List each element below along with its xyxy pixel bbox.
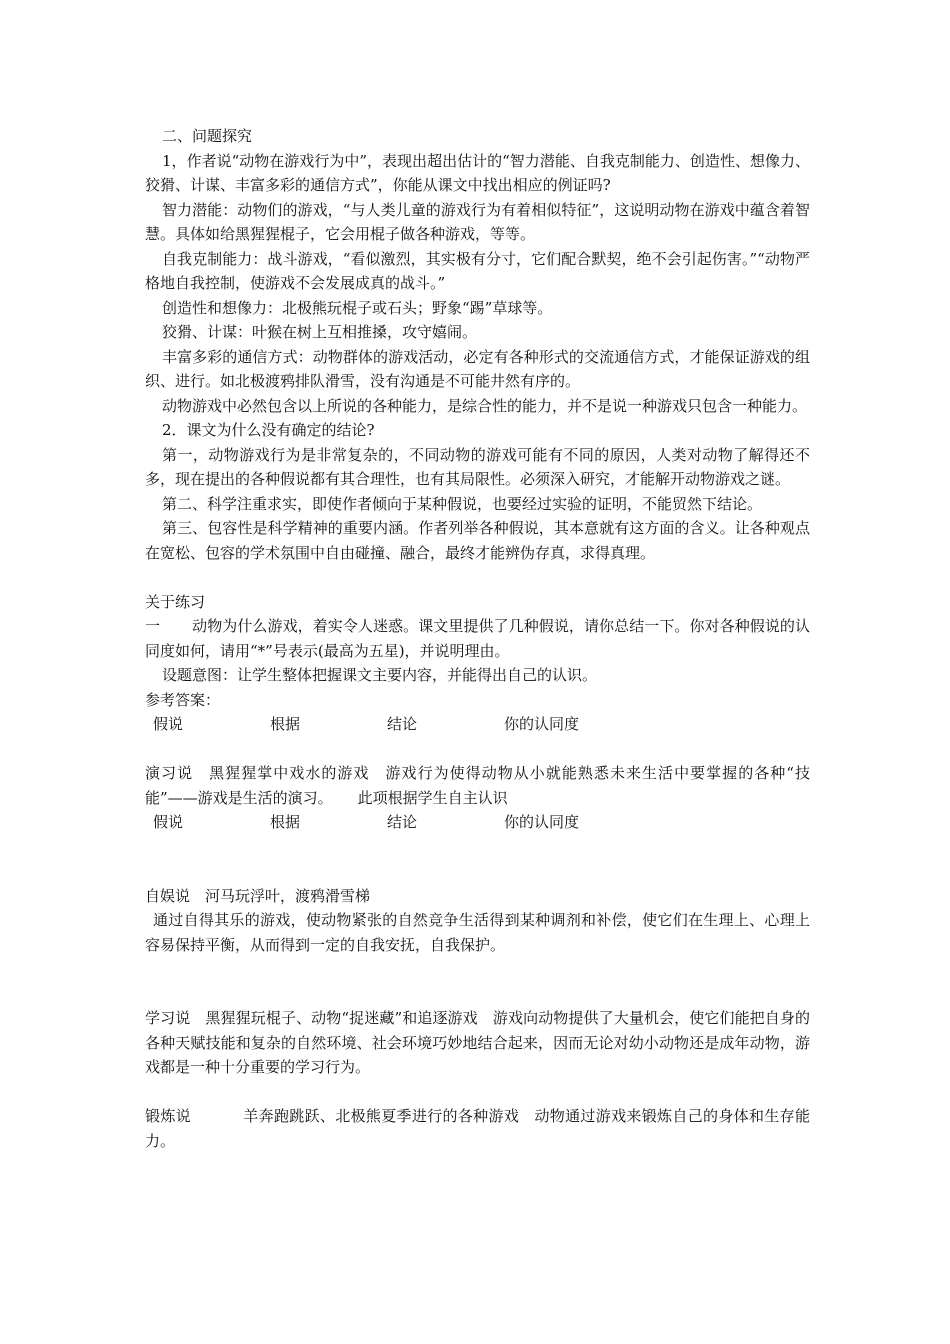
practice-item-text: 动物为什么游戏，着实令人迷惑。课文里提供了几种假说，请你总结一下。你对各种假说的认同度如何，请用“*”号表示(最高为五星)，并说明理由。: [145, 617, 810, 660]
spacer: [145, 737, 810, 762]
spacer: [145, 565, 810, 590]
header-hypothesis: 假说: [153, 813, 184, 831]
q2-answer-first: 第一，动物游戏行为是非常复杂的，不同动物的游戏可能有不同的原因，人类对动物了解得还不多，现在提出的各种假说都有其合理性，也有其局限性。必须深入研究，才能解开动物游戏之谜。: [145, 445, 810, 488]
header-agreement: 你的认同度: [504, 813, 580, 831]
q2-answer-third: 第三、包容性是科学精神的重要内涵。作者列举各种假说，其本意就有这方面的含义。让各种观点在宽松、包容的学术氛围中自由碰撞、融合，最终才能辨伪存真，求得真理。: [145, 519, 810, 562]
spacer: [145, 1080, 810, 1105]
hypothesis-name: 锻炼说: [145, 1107, 191, 1125]
hypothesis-name: 演习说: [145, 764, 194, 782]
header-agreement: 你的认同度: [504, 715, 580, 733]
hypothesis-name: 自娱说: [145, 886, 191, 905]
header-conclusion: 结论: [387, 813, 418, 831]
q1-answer-creativity: 创造性和想像力：北极熊玩棍子或石头；野象“踢”草球等。: [162, 298, 553, 317]
hypothesis-conclusion: 游戏向动物提供了大量机会，使它们能把自身的各种天赋技能和复杂的自然环境、社会环境巧妙地结合起来，因而无论对幼小动物还是成年动物，游戏都是一种十分重要的学习行为。: [145, 1009, 810, 1076]
hypothesis-exercise: [145, 1104, 810, 1153]
hypothesis-basis: 黑猩猩玩棍子、动物“捉迷藏”和追逐游戏: [205, 1009, 478, 1027]
spacer: [145, 835, 810, 884]
table-header: [145, 810, 810, 835]
hypothesis-name: 学习说: [145, 1009, 191, 1027]
practice-item-1: [145, 614, 810, 663]
hypothesis-rehearsal: [145, 761, 810, 810]
hypothesis-basis: 河马玩浮叶，渡鸦滑雪梯: [205, 886, 371, 905]
section-title: 二、问题探究: [162, 127, 253, 145]
document-body: [145, 124, 810, 1153]
hypothesis-conclusion: 游戏行为使得动物从小就能熟悉未来生活中要掌握的各种“技能”——游戏是生活的演习。: [145, 764, 810, 807]
q1-answer-communication: 丰富多彩的通信方式：动物群体的游戏活动，必定有各种形式的交流通信方式，才能保证游戏的组织、进行。如北极渡鸦排队滑雪，没有沟通是不可能井然有序的。: [145, 347, 810, 390]
practice-title: 关于练习: [145, 592, 206, 611]
header-basis: 根据: [270, 715, 301, 733]
hypothesis-amusement: [145, 884, 810, 909]
q2-answer-second: 第二、科学注重求实，即使作者倾向于某种假说，也要经过实验的证明，不能贸然下结论。: [162, 494, 763, 513]
q1-answer-summary: 动物游戏中必然包含以上所说的各种能力，是综合性的能力，并不是说一种游戏只包含一种能力。: [162, 396, 808, 415]
hypothesis-conclusion: 动物通过游戏来锻炼自己的身体和生存能力。: [145, 1107, 810, 1150]
practice-intent: 设题意图：让学生整体把握课文主要内容，并能得出自己的认识。: [162, 666, 598, 684]
answer-label: 参考答案：: [145, 690, 221, 709]
hypothesis-learning: [145, 1006, 810, 1080]
practice-item-number: 一: [145, 617, 161, 635]
header-hypothesis: 假说: [153, 715, 184, 733]
header-conclusion: 结论: [387, 715, 418, 733]
q1-answer-intelligence: 智力潜能：动物们的游戏，“与人类儿童的游戏行为有着相似特征”，这说明动物在游戏中蕴含着智慧。具体如给黑猩猩棍子，它会用棍子做各种游戏，等等。: [145, 200, 810, 243]
table-header: [145, 712, 810, 737]
q1-answer-self-control: 自我克制能力：战斗游戏，“看似激烈，其实极有分寸，它们配合默契，绝不会引起伤害。”“动物严格地自我控制，使游戏不会发展成真的战斗。”: [145, 249, 810, 292]
hypothesis-basis: 羊奔跑跳跃、北极熊夏季进行的各种游戏: [242, 1107, 520, 1125]
q2-question: 2．课文为什么没有确定的结论?: [162, 421, 375, 439]
hypothesis-conclusion: 通过自得其乐的游戏，使动物紧张的自然竞争生活得到某种调剂和补偿，使它们在生理上、心理上容易保持平衡，从而得到一定的自我安抚，自我保护。: [145, 911, 810, 954]
hypothesis-rating: 此项根据学生自主认识: [357, 788, 508, 807]
q1-answer-cunning: 狡猾、计谋：叶猴在树上互相推搡，攻守嬉闹。: [162, 323, 478, 341]
header-basis: 根据: [270, 813, 301, 831]
spacer: [145, 957, 810, 1006]
hypothesis-basis: 黑猩猩掌中戏水的游戏: [208, 764, 370, 782]
q1-question: 1，作者说“动物在游戏行为中”，表现出超出估计的“智力潜能、自我克制能力、创造性、想像力、狡猾、计谋、丰富多彩的通信方式”，你能从课文中找出相应的例证吗?: [145, 151, 810, 194]
